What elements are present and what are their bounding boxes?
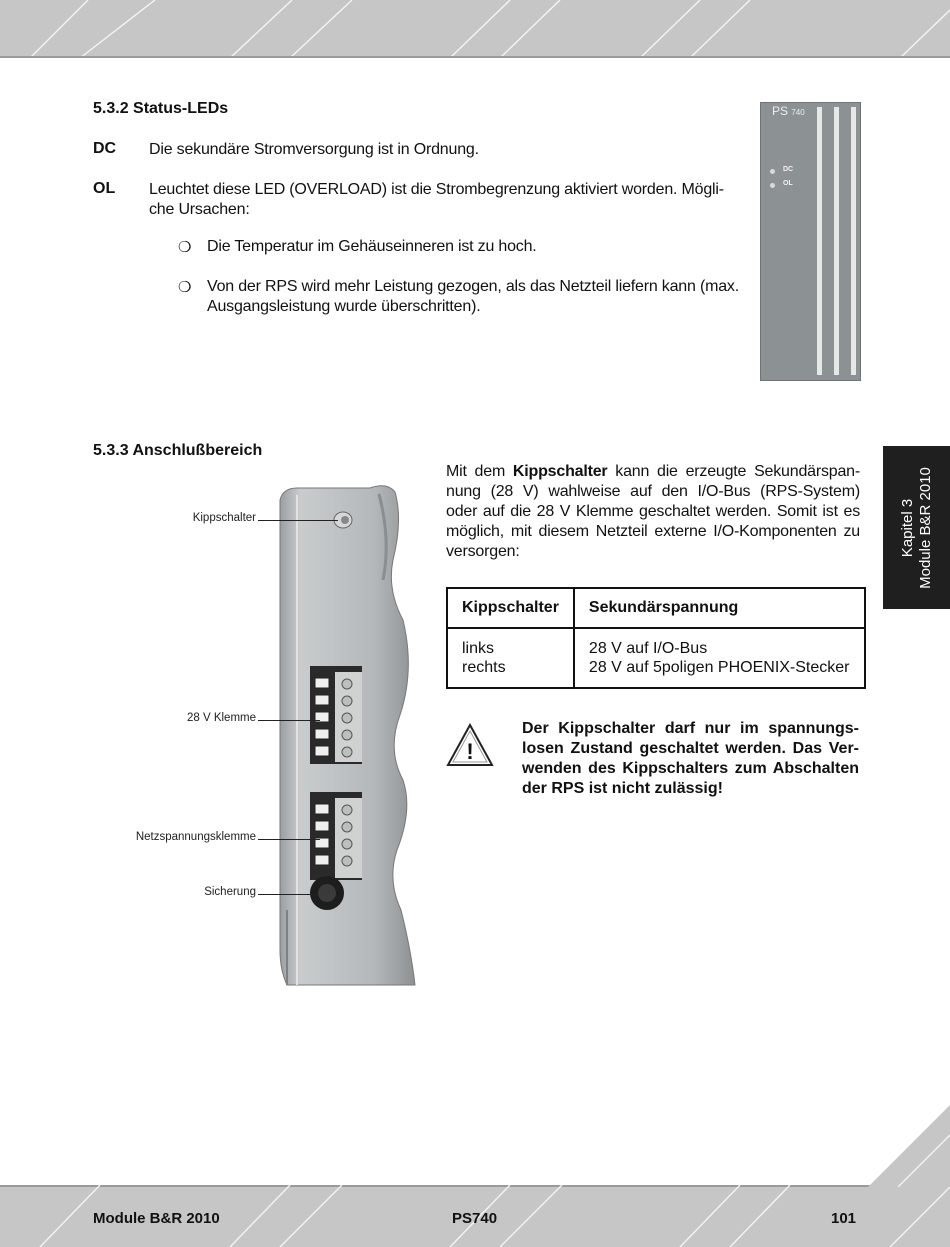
callout-sicherung: Sicherung xyxy=(204,886,256,898)
warning-text xyxy=(522,719,859,799)
warning-line: losen Zustand geschaltet werden. Das Ver- xyxy=(522,740,859,757)
callout-leader-line xyxy=(258,520,338,521)
intro-bold: Kippschalter xyxy=(512,463,608,480)
table-cell-line: 28 V auf I/O-Bus xyxy=(588,640,708,657)
callout-leader-line xyxy=(258,720,320,721)
svg-text:!: ! xyxy=(466,739,474,764)
panel-stripe xyxy=(817,107,822,375)
panel-stripe xyxy=(834,107,839,375)
callout-netzspannungsklemme: Netzspannungsklemme xyxy=(135,831,256,843)
warning-line: der RPS ist nicht zulässig! xyxy=(522,780,723,797)
page-number: 101 xyxy=(831,1210,857,1227)
dc-description: Die sekundäre Stromversorgung ist in Ordnung. xyxy=(149,141,479,158)
led-dc-label: DC xyxy=(783,166,794,173)
section-heading-status-leds: 5.3.2 Status-LEDs xyxy=(93,100,229,117)
bullet-line: Ausgangsleistung wurde überschritten). xyxy=(207,298,481,315)
kippschalter-table xyxy=(446,587,866,689)
bullet-item xyxy=(207,277,739,317)
dc-label: DC xyxy=(93,140,117,157)
section-heading-anschlussbereich: 5.3.3 Anschlußbereich xyxy=(93,442,263,459)
panel-model-text: PS xyxy=(772,104,789,118)
intro-line: oder auf die 28 V Klemme geschaltet werden. Somit ist es xyxy=(446,503,860,520)
footer-corner-decoration xyxy=(868,1105,950,1187)
chapter-side-tab xyxy=(883,446,950,609)
table-cell-line: links xyxy=(462,640,495,657)
panel-model-number: 740 xyxy=(791,108,805,117)
callout-kippschalter: Kippschalter xyxy=(192,512,256,524)
intro-line: nung (28 V) wahlweise auf den I/O-Bus (RPS-System) xyxy=(446,483,860,500)
table-header: Sekundärspannung xyxy=(574,588,865,628)
table-header: Kippschalter xyxy=(447,588,574,628)
ol-description xyxy=(149,180,749,220)
bullet-circle-icon: ❍ xyxy=(178,279,192,296)
panel-stripe xyxy=(851,107,856,375)
module-side-view-image xyxy=(275,480,420,990)
bullet-circle-icon: ❍ xyxy=(178,239,192,256)
ol-label: OL xyxy=(93,180,116,197)
bullet-line: Von der RPS wird mehr Leistung gezogen, als das Netzteil liefern kann (max. xyxy=(207,278,739,295)
table-row xyxy=(447,628,865,688)
callout-leader-line xyxy=(258,839,320,840)
table-cell-line: 28 V auf 5poligen PHOENIX-Stecker xyxy=(588,659,850,676)
ol-description-line: che Ursachen: xyxy=(149,201,250,218)
intro-text: Mit dem xyxy=(446,463,513,480)
warning-line: wenden des Kippschalters zum Abschalten xyxy=(522,760,859,777)
callout-leader-line xyxy=(258,894,313,895)
intro-line: möglich, mit diesem Netzteil externe I/O-Komponenten zu xyxy=(446,523,860,540)
table-header-row xyxy=(447,588,865,628)
intro-line: versorgen: xyxy=(446,543,520,560)
led-ol-icon xyxy=(770,183,775,188)
table-cell-line: rechts xyxy=(462,659,506,676)
intro-line xyxy=(446,462,860,482)
chapter-sublabel: Module B&R 2010 xyxy=(916,466,934,589)
footer-left-title: Module B&R 2010 xyxy=(93,1210,220,1227)
warning-triangle-icon xyxy=(446,722,494,768)
led-ol-label: OL xyxy=(783,180,793,187)
chapter-label: Kapitel 3 xyxy=(898,498,916,557)
intro-text: kann die erzeugte Sekundärspan- xyxy=(607,463,860,480)
warning-line: Der Kippschalter darf nur im spannungs- xyxy=(522,720,859,737)
front-panel-image xyxy=(760,102,861,381)
table-cell xyxy=(447,628,574,688)
callout-28v-klemme: 28 V Klemme xyxy=(186,712,256,724)
panel-model-label xyxy=(772,104,805,118)
bullet-line: Die Temperatur im Gehäuseinneren ist zu hoch. xyxy=(207,238,537,255)
chapter-side-tab-text xyxy=(899,467,935,589)
header-band xyxy=(0,0,950,58)
footer-center-title: PS740 xyxy=(452,1210,498,1227)
intro-paragraph xyxy=(446,462,860,562)
bullet-item xyxy=(207,237,537,257)
led-dc-icon xyxy=(770,169,775,174)
table-cell xyxy=(574,628,865,688)
ol-description-line: Leuchtet diese LED (OVERLOAD) ist die Strombegrenzung aktiviert worden. Mögli- xyxy=(149,181,724,198)
